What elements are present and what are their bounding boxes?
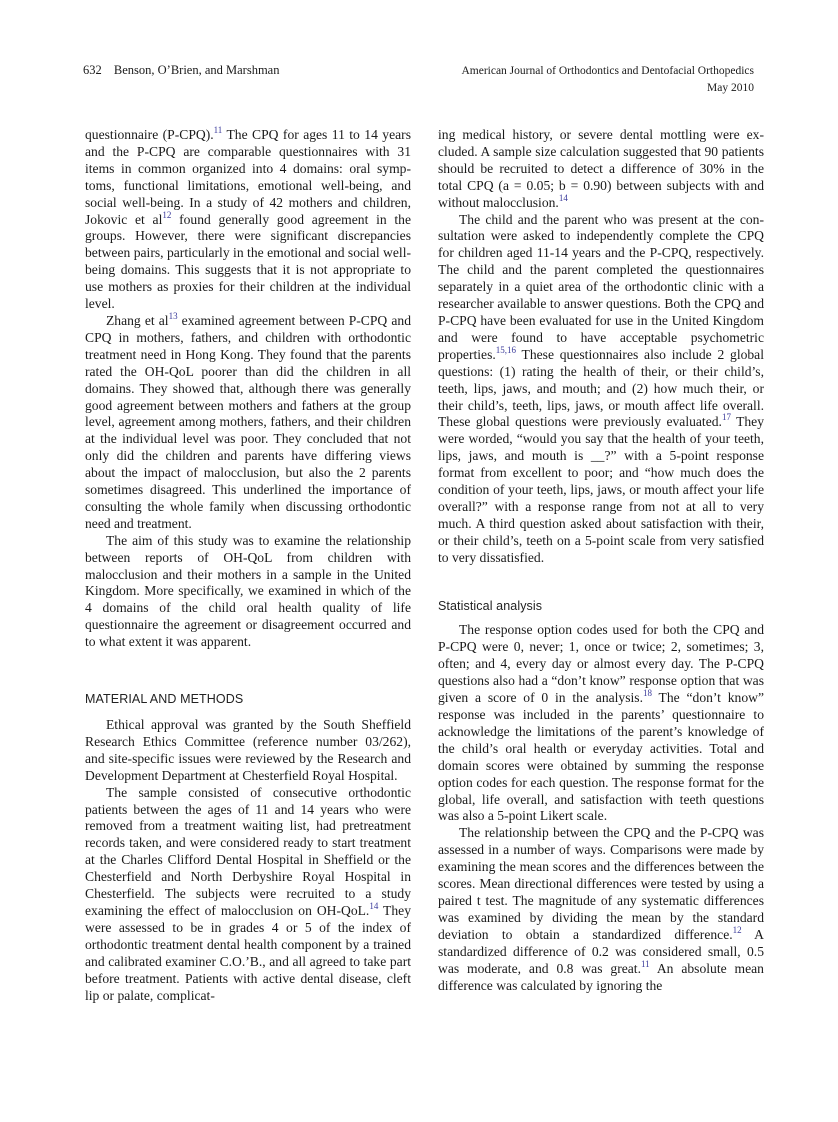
running-header-left xyxy=(83,63,279,78)
citation-ref[interactable]: 11 xyxy=(213,125,223,135)
paragraph: The child and the parent who was present at the consultation were asked to independently complete the CPQ for children aged 11-14 years and the P-CPQ, respectively. The child and the parent completed the questionnaires separately in a quiet area of the orthodontic clinic with a researcher available to answer questions. Both the CPQ and P-CPQ have been evaluated for use in the United Kingdom and were found to have acceptable psychometric properties.$^{15,16}$ These questionnaires also include 2 global questions: (1) rating the health of their, or their child’s, teeth, lips, jaws, and mouth; and (2) how much their, or their child’s, teeth, lips, jaws, or mouth affect life overall. These global questions were previously evaluated.$^{17}$ They were worded, “would you say that the health of your teeth, lips, jaws, and mouth is __?” with a 5-point response format from excellent to poor; and “how much does the condition of your teeth, lips, jaws, or mouth affect your life overall?” with a response range from not at all to very much. A third question asked about satisfaction with their, or their child’s, teeth on a 5-point scale from very satisfied to very dissatisfied. xyxy=(438,211,764,565)
paragraph: ing medical history, or severe dental mottling were excluded. A sample size calculation suggested that 90 patients should be recruited to detect a difference of 30% in the total CPQ (a = 0.05; b = 0.90) between subjects with and without malocclusion.$^{14}$ xyxy=(438,127,764,210)
citation-ref[interactable]: 18 xyxy=(643,688,652,699)
citation-ref[interactable]: 12 xyxy=(732,924,742,935)
right-column xyxy=(438,127,764,994)
paragraph: The relationship between the CPQ and the P-CPQ was assessed in a number of ways. Comparisons were made by examining the mean scores and the differences between the scores. Mean directional differences were tested by using a paired t test. The magnitude of any systematic differences was examined by dividing the mean by the standard deviation to obtain a standardized difference.$^{12}$ A standardized difference of 0.2 was considered small, 0.5 was moderate, and 0.8 was great.$^{11}$ An absolute mean difference was calculated by ignoring the xyxy=(438,825,764,993)
citation-ref[interactable]: 12 xyxy=(162,209,172,220)
page-number: 632 xyxy=(83,63,102,77)
running-header-right xyxy=(461,63,754,97)
journal-name: American Journal of Orthodontics and Dentofacial Orthopedics xyxy=(461,65,754,77)
paragraph: The aim of this study was to examine the relationship between reports of OH-QoL from children with malocclusion and their mothers in a sample in the United Kingdom. More specifically, we examined in which of the 4 domains of the child oral health quality of life questionnaire the agreement or disagreement occurred and to what extent it was apparent. xyxy=(85,532,411,650)
paragraph: Zhang et al$^{13}$ examined agreement between P-CPQ and CPQ in mothers, fathers, and children with orthodontic treatment need in Hong Kong. They found that the parents rated the OH-QoL poorer than did the children in all domains. They showed that, although there was generally good agreement between mothers and fathers at the group level, agreement among mothers, fathers, and their children at the individual level was poor. They concluded that not only did the children and parents have differing views about the impact of malocclusion, but also the 2 parents sometimes disagreed. This underlined the importance of consulting the whole family when discussing orthodontic need and treatment. xyxy=(85,310,411,531)
section-heading: Statistical analysis xyxy=(438,598,543,613)
paragraph: The response option codes used for both the CPQ and P-CPQ were 0, never; 1, once or twice; 2, sometimes; 3, often; and 4, every day or almost every day. The P-CPQ questions also had a “don’t know” response option that was given a score of 0 in the analysis.$^{18}$ The “don’t know” response was included in the parents’ questionnaire to acknowledge the limitations of the parent’s knowledge of the child’s oral health or everyday activities. Total and domain scores were obtained by summing the response option codes for each question. The response format for the global, life overall, and satisfaction with teeth questions was also a 5-point Likert scale. xyxy=(438,622,765,824)
citation-ref[interactable]: 13 xyxy=(168,310,178,321)
issue-date: May 2010 xyxy=(707,82,754,94)
citation-ref[interactable]: 14 xyxy=(369,900,379,911)
citation-ref[interactable]: 14 xyxy=(558,192,568,203)
paragraph: The sample consisted of consecutive orthodontic patients between the ages of 11 and 14 years who were removed from a treatment waiting list, had pretreatment records taken, and were considered ready to start treatment at the Charles Clifford Dental Hospital in Sheffield or the Chesterfield and North Derbyshire Royal Hospital in Chesterfield. The subjects were recruited to a study examining the effect of malocclusion on OH-QoL.$^{14}$ They were assessed to be in grades 4 or 5 of the index of orthodontic treatment dental health component by a trained and calibrated examiner C.O.’B., and all agreed to take part before treatment. Patients with active dental disease, cleft lip or palate, complicat- xyxy=(85,784,411,1003)
left-column xyxy=(85,127,411,1004)
citation-ref[interactable]: 15,16 xyxy=(495,344,517,355)
paragraph: Ethical approval was granted by the South Sheffield Research Ethics Committee (reference number 03/262), and site-specific issues were reviewed by the Research and Development Department at Chesterfield Royal Hospital. xyxy=(85,717,411,783)
section-heading: MATERIAL AND METHODS xyxy=(85,692,244,707)
running-authors: Benson, O’Brien, and Marshman xyxy=(113,63,280,77)
citation-ref[interactable]: 17 xyxy=(721,412,731,423)
paragraph: questionnaire (P-CPQ).$^{11}$ The CPQ for ages 11 to 14 years and the P-CPQ are comparable questionnaires with 31 items in common organized into 4 domains: oral symptoms, functional limitations, emotional well-being, and social well-being. In a study of 42 mothers and children, Jokovic et al$^{12}$ found generally good agreement in the groups. However, there were significant discrepancies between pairs, particularly in the emotional and social well-being domains. This suggests that it is not appropriate to use mothers as proxies for their children at the individual level. xyxy=(85,125,411,312)
citation-ref[interactable]: 11 xyxy=(640,958,650,969)
